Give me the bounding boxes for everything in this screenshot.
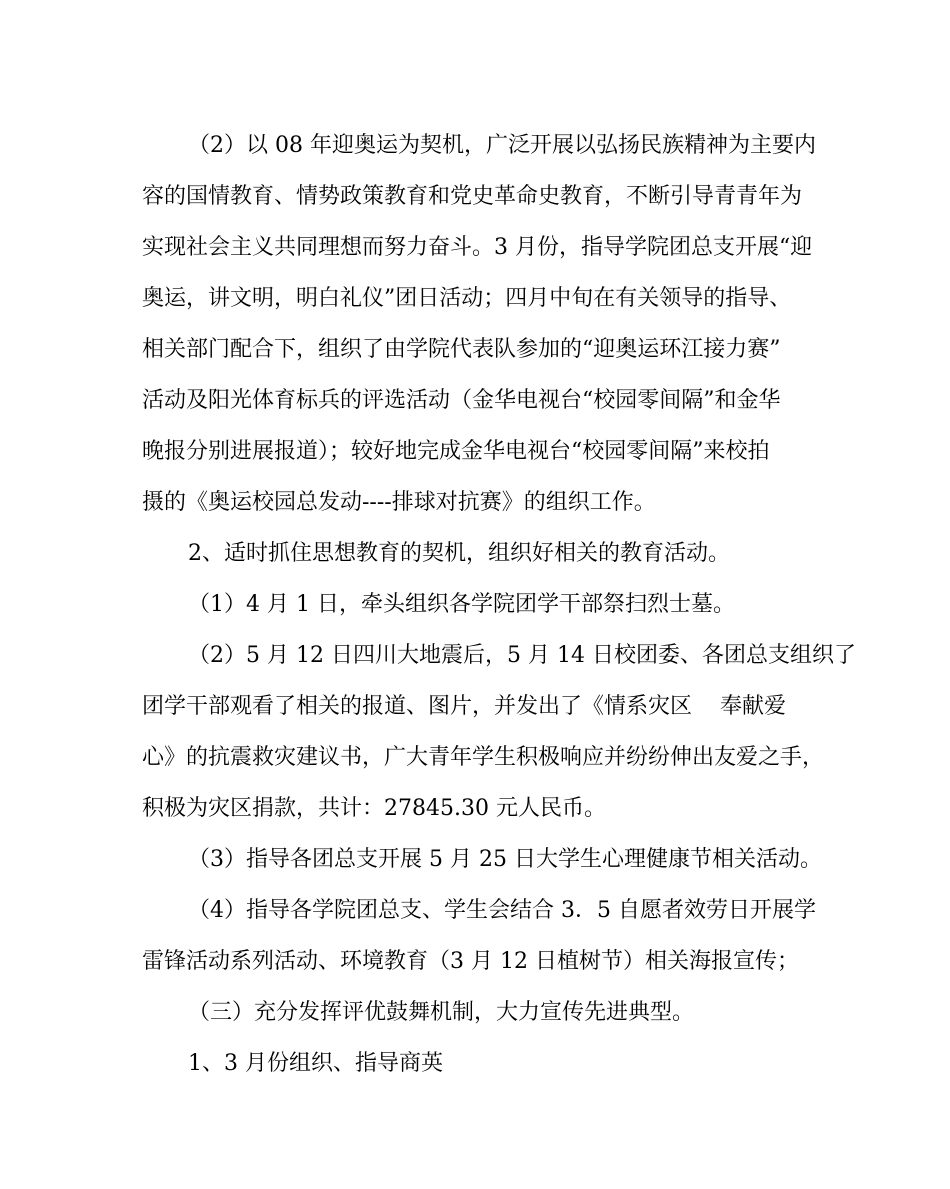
paragraph-line: 实现社会主义共同理想而努力奋斗。3 月份，指导学院团总支开展“迎 [142, 235, 813, 260]
paragraph-line: 积极为灾区捐款，共计：27845.30 元人民币。 [142, 796, 606, 821]
paragraph-line: （3）指导各团总支开展 5 月 25 日大学生心理健康节相关活动。 [188, 847, 822, 872]
paragraph-line: 1、3 月份组织、指导商英 [188, 1051, 443, 1076]
paragraph-line: 晚报分别进展报道）；较好地完成金华电视台“校园零间隔”来校拍 [142, 439, 770, 464]
paragraph-line: （2）5 月 12 日四川大地震后，5 月 14 日校团委、各团总支组织了 [188, 643, 856, 668]
paragraph-line: 心》的抗震救灾建议书，广大青年学生积极响应并纷纷伸出友爱之手， [142, 745, 825, 770]
paragraph-line: 2、适时抓住思想教育的契机，组织好相关的教育活动。 [188, 541, 730, 566]
paragraph-line: 奥运，讲文明，明白礼仪”团日活动；四月中旬在有关领导的指导、 [142, 286, 792, 311]
paragraph-line: （三）充分发挥评优鼓舞机制，大力宣传先进典型。 [188, 1000, 695, 1025]
paragraph-line: 摄的《奥运校园总发动----排球对抗赛》的组织工作。 [142, 490, 656, 515]
paragraph-line: 相关部门配合下，组织了由学院代表队参加的“迎奥运环江接力赛” [142, 337, 781, 362]
paragraph-line: 团学干部观看了相关的报道、图片，并发出了《情系灾区 奉献爱 [142, 694, 786, 719]
paragraph-line: 容的国情教育、情势政策教育和党史革命史教育，不断引导青青年为 [142, 184, 803, 209]
paragraph-line: 活动及阳光体育标兵的评选活动（金华电视台“校园零间隔”和金华 [142, 388, 781, 413]
paragraph-line: （2）以 08 年迎奥运为契机，广泛开展以弘扬民族精神为主要内 [188, 133, 816, 158]
paragraph-line: （4）指导各学院团总支、学生会结合 3．5 自愿者效劳日开展学 [188, 898, 816, 923]
paragraph-line: 雷锋活动系列活动、环境教育（3 月 12 日植树节）相关海报宣传； [142, 949, 799, 974]
paragraph-line: （1）4 月 1 日，牵头组织各学院团学干部祭扫烈士墓。 [188, 592, 735, 617]
